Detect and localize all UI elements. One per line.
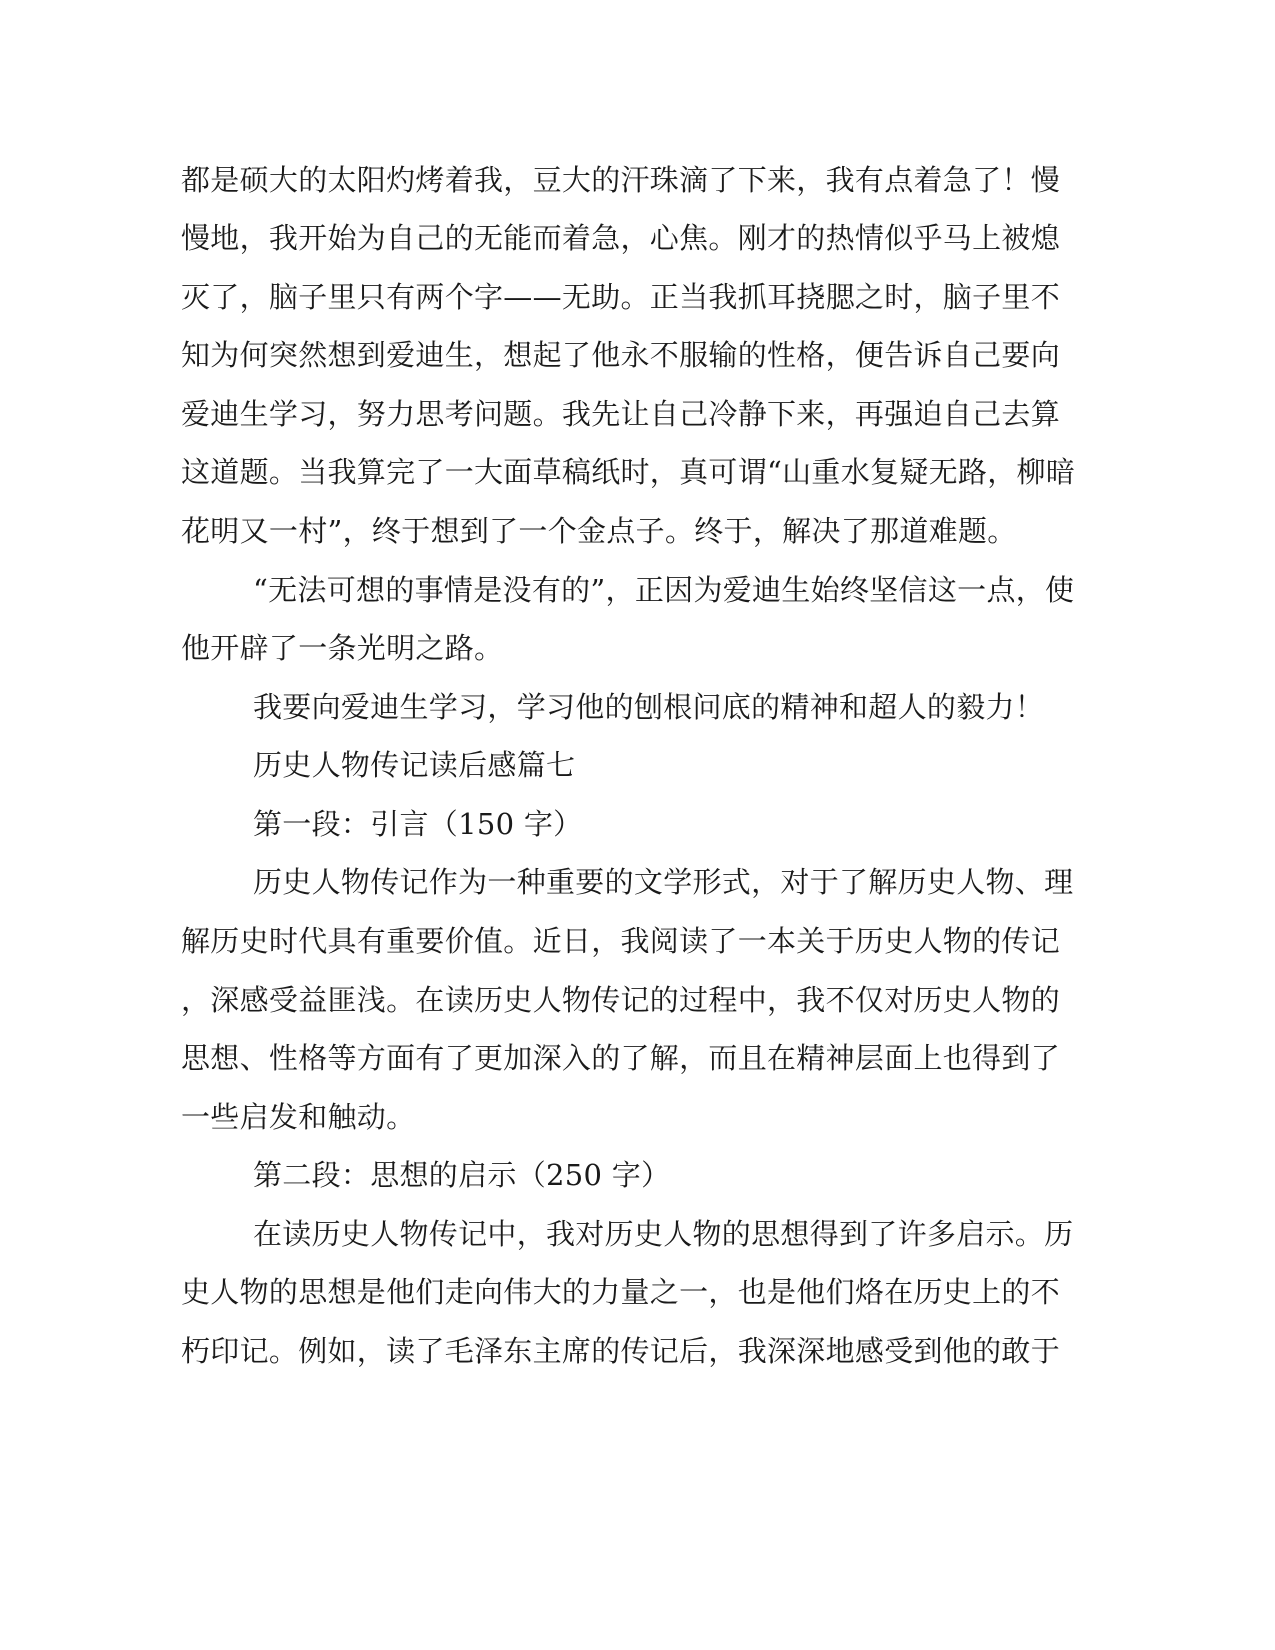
text-line: 朽印记。例如，读了毛泽东主席的传记后，我深深地感受到他的敢于 [181,1334,1061,1368]
text-line: ，深感受益匪浅。在读历史人物传记的过程中，我不仅对历史人物的 [181,983,1061,1017]
text-line: 花明又一村”，终于想到了一个金点子。终于，解决了那道难题。 [181,514,1017,548]
paragraph-line: 我要向爱迪生学习，学习他的刨根问底的精神和超人的毅力！ [253,690,1045,724]
paragraph-start-line: “无法可想的事情是没有的”，正因为爱迪生始终坚信这一点，使 [253,573,1075,607]
text-line: 一些启发和触动。 [181,1100,416,1134]
text-line: 慢地，我开始为自己的无能而着急，心焦。刚才的热情似乎马上被熄 [181,221,1061,255]
text-line: 思想、性格等方面有了更加深入的了解，而且在精神层面上也得到了 [181,1041,1061,1075]
subsection-heading: 第二段：思想的启示（250 字） [253,1158,671,1192]
text-line: 史人物的思想是他们走向伟大的力量之一，也是他们烙在历史上的不 [181,1275,1061,1309]
text-line: 解历史时代具有重要价值。近日，我阅读了一本关于历史人物的传记 [181,924,1061,958]
paragraph-start-line: 在读历史人物传记中，我对历史人物的思想得到了许多启示。历 [253,1217,1074,1251]
section-heading: 历史人物传记读后感篇七 [253,748,576,782]
subsection-heading: 第一段：引言（150 字） [253,807,583,841]
text-line: 他开辟了一条光明之路。 [181,631,504,665]
paragraph-start-line: 历史人物传记作为一种重要的文学形式，对于了解历史人物、理 [253,865,1074,899]
text-line: 都是硕大的太阳灼烤着我，豆大的汗珠滴了下来，我有点着急了！慢 [181,163,1061,197]
text-line: 知为何突然想到爱迪生，想起了他永不服输的性格，便告诉自己要向 [181,338,1061,372]
text-line: 灭了，脑子里只有两个字——无助。正当我抓耳挠腮之时，脑子里不 [181,280,1061,314]
text-line: 这道题。当我算完了一大面草稿纸时，真可谓“山重水复疑无路，柳暗 [181,455,1076,489]
text-line: 爱迪生学习，努力思考问题。我先让自己冷静下来，再强迫自己去算 [181,397,1061,431]
